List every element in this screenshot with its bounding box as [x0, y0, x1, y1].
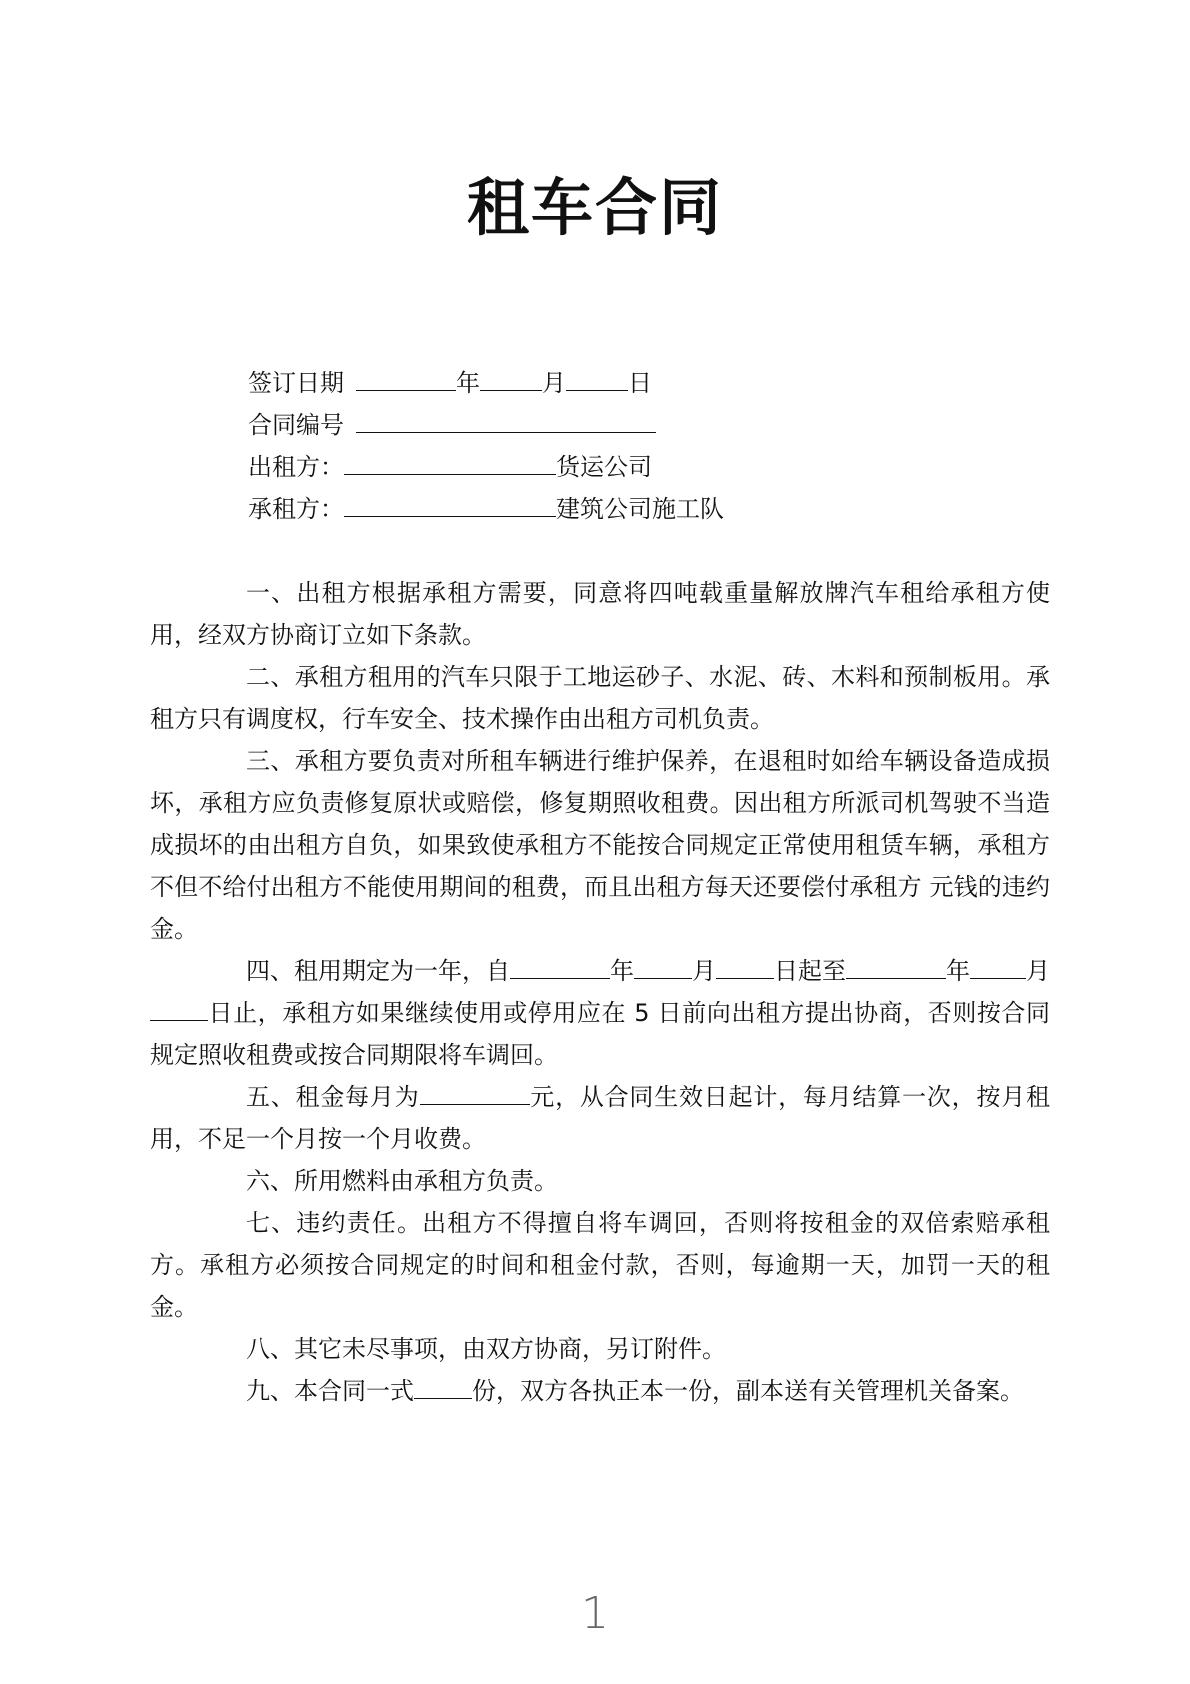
clause-5-text-a: 五、租金每月为 [246, 1083, 420, 1111]
clause-5-text-b: 元，从合同生效日起计，每月结算一次，按月租用，不足一个月按一个月收费。 [150, 1083, 1050, 1153]
year-label: 年 [456, 369, 480, 397]
lessee-row [248, 488, 724, 530]
lessee-blank[interactable] [344, 490, 556, 517]
contract-no-blank[interactable] [356, 406, 656, 433]
contract-body [150, 572, 1050, 1412]
clause-4-text-a: 四、租用期定为一年，自 [246, 957, 510, 985]
copies-blank[interactable] [414, 1374, 472, 1399]
day-label: 日 [628, 369, 652, 397]
start-day-blank[interactable] [716, 954, 774, 979]
clause-3: 三、承租方要负责对所租车辆进行维护保养，在退租时如给车辆设备造成损坏，承租方应负责修复原状或赔偿，修复期照收租费。因出租方所派司机驾驶不当造成损坏的由出租方自负，如果致使承租方不能按合同规定正常使用租赁车辆，承租方不但不给付出租方不能使用期间的租费，而且出租方每天还要偿付承租方 元钱的违约金。 [150, 747, 1050, 943]
sign-date-row [248, 362, 724, 404]
start-year-blank[interactable] [510, 954, 610, 979]
clause-9-text-a: 九、本合同一式 [246, 1377, 414, 1405]
lessor-row [248, 446, 724, 488]
day-blank[interactable] [566, 364, 628, 391]
end-year-blank[interactable] [846, 954, 946, 979]
clause-5 [150, 1076, 1050, 1160]
end-day-blank[interactable] [150, 996, 208, 1021]
clause-9 [150, 1370, 1050, 1412]
clause-4 [150, 950, 1050, 1076]
contract-no-label: 合同编号 [248, 411, 344, 439]
clause-6: 六、所用燃料由承租方负责。 [246, 1167, 558, 1195]
month-blank[interactable] [480, 364, 542, 391]
lessor-blank[interactable] [344, 448, 556, 475]
month-label: 月 [542, 369, 566, 397]
clause-4-start: 日起至 [774, 957, 846, 985]
contract-header-fields [248, 362, 724, 530]
start-month-blank[interactable] [634, 954, 692, 979]
lessee-label: 承租方： [248, 495, 344, 523]
rent-amount-blank[interactable] [420, 1080, 530, 1105]
clause-1: 一、出租方根据承租方需要，同意将四吨载重量解放牌汽车租给承租方使用，经双方协商订立如下条款。 [150, 579, 1050, 649]
clause-4-year: 年 [610, 957, 634, 985]
year-blank[interactable] [356, 364, 456, 391]
clause-4-month: 月 [692, 957, 716, 985]
lessor-label: 出租方： [248, 453, 344, 481]
clause-7: 七、违约责任。出租方不得擅自将车调回，否则将按租金的双倍索赔承租方。承租方必须按合同规定的时间和租金付款，否则，每逾期一天，加罚一天的租金。 [150, 1209, 1050, 1321]
sign-date-label: 签订日期 [248, 369, 344, 397]
page-number: 1 [581, 1588, 609, 1639]
clause-4-year2: 年 [946, 957, 970, 985]
contract-no-row [248, 404, 724, 446]
clause-4-text-b: 日止，承租方如果继续使用或停用应在 5 日前向出租方提出协商，否则按合同规定照收租费或按合同期限将车调回。 [150, 999, 1050, 1069]
clause-8: 八、其它未尽事项，由双方协商，另订附件。 [246, 1335, 726, 1363]
clause-2: 二、承租方租用的汽车只限于工地运砂子、水泥、砖、木料和预制板用。承租方只有调度权，行车安全、技术操作由出租方司机负责。 [150, 663, 1050, 733]
document-title: 租车合同 [466, 171, 723, 244]
lessee-suffix: 建筑公司施工队 [556, 495, 724, 523]
clause-9-text-b: 份，双方各执正本一份，副本送有关管理机关备案。 [472, 1377, 1024, 1405]
clause-4-month2: 月 [1026, 957, 1050, 985]
end-month-blank[interactable] [970, 954, 1026, 979]
lessor-suffix: 货运公司 [556, 453, 652, 481]
